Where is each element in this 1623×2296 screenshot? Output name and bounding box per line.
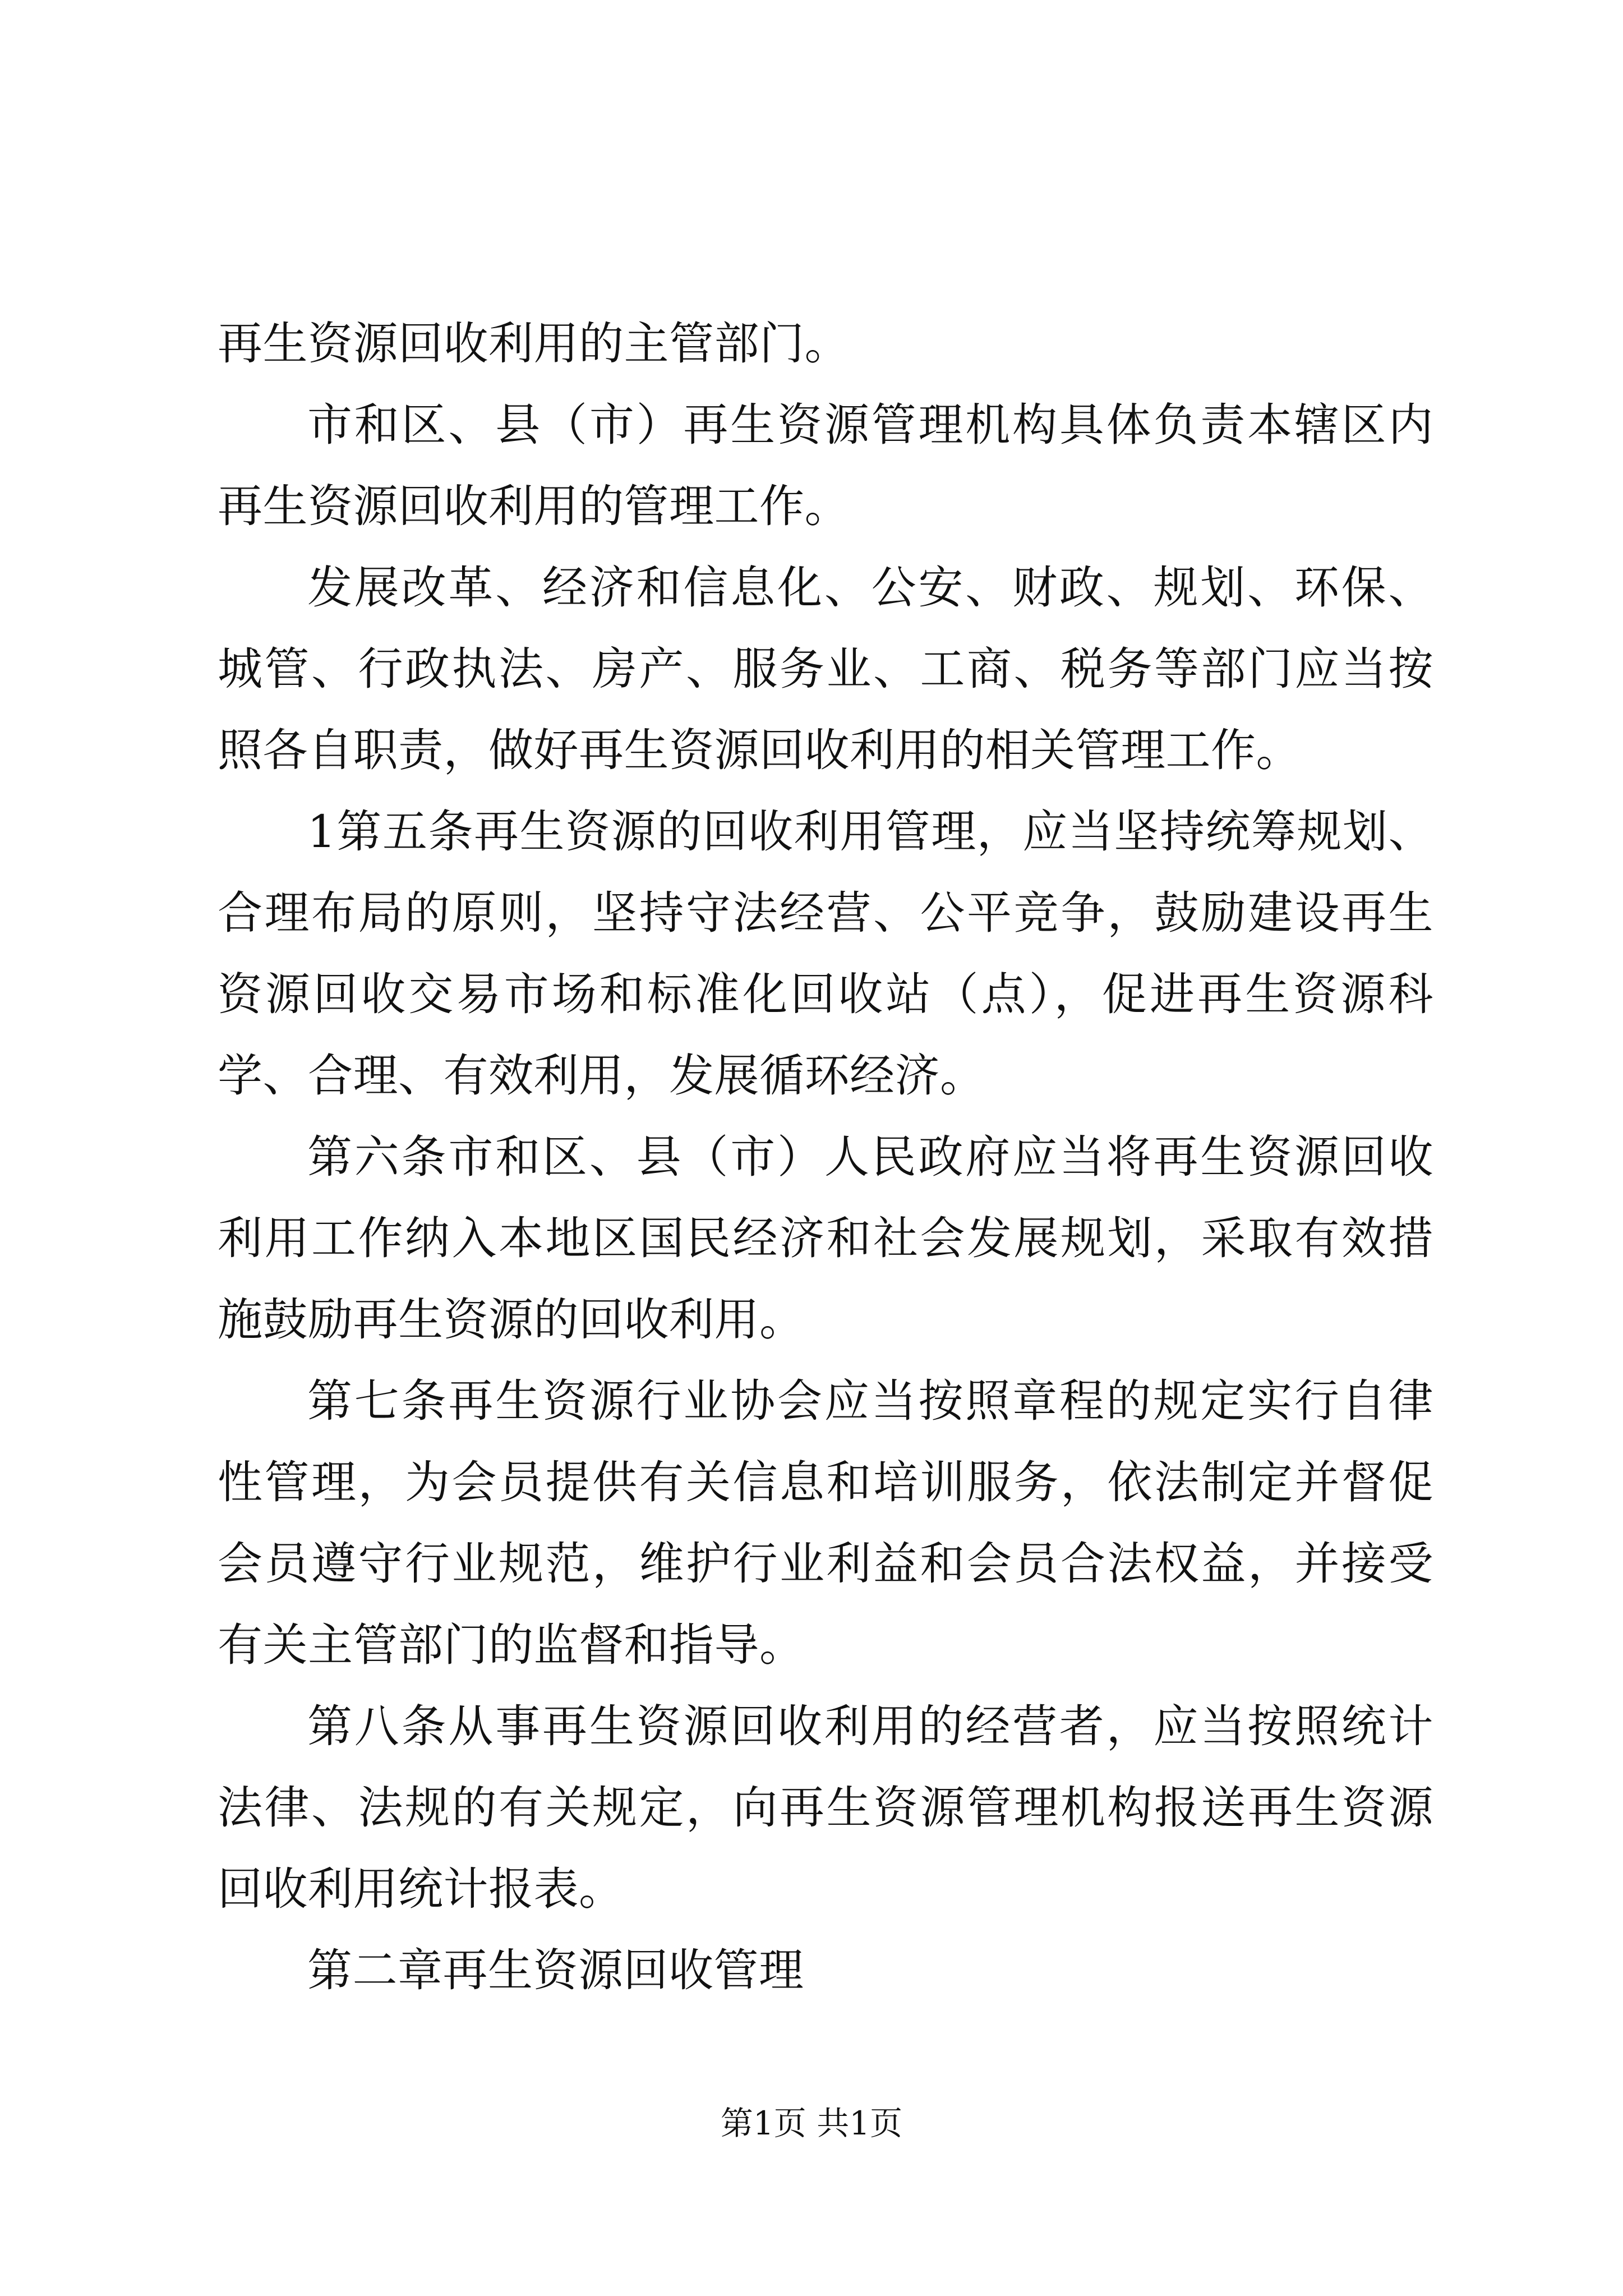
paragraph-continuation: 再生资源回收利用的主管部门。 (218, 318, 850, 370)
chapter-heading: 第二章再生资源回收管理 (307, 1944, 804, 1996)
page-footer: 第1页 共1页 (720, 2104, 903, 2142)
document-body (218, 303, 1433, 2011)
paragraph: 市和区、县（市）再生资源管理机构具体负责本辖区内再生资源回收利用的管理工作。 (218, 399, 1433, 532)
paragraph: 发展改革、经济和信息化、公安、财政、规划、环保、城管、行政执法、房产、服务业、工商、税务等部门应当按照各自职责，做好再生资源回收利用的相关管理工作。 (218, 562, 1433, 776)
paragraph-article-7: 第七条再生资源行业协会应当按照章程的规定实行自律性管理，为会员提供有关信息和培训服务，依法制定并督促会员遵守行业规范，维护行业利益和会员合法权益，并接受有关主管部门的监督和指导。 (218, 1375, 1433, 1671)
paragraph-article-8: 第八条从事再生资源回收利用的经营者，应当按照统计法律、法规的有关规定，向再生资源管理机构报送再生资源回收利用统计报表。 (218, 1700, 1433, 1915)
paragraph-article-5: 1第五条再生资源的回收利用管理，应当坚持统筹规划、合理布局的原则，坚持守法经营、公平竞争，鼓励建设再生资源回收交易市场和标准化回收站（点），促进再生资源科学、合理、有效利用，发展循环经济。 (218, 806, 1433, 1102)
paragraph-article-6: 第六条市和区、县（市）人民政府应当将再生资源回收利用工作纳入本地区国民经济和社会发展规划，采取有效措施鼓励再生资源的回收利用。 (218, 1131, 1433, 1346)
